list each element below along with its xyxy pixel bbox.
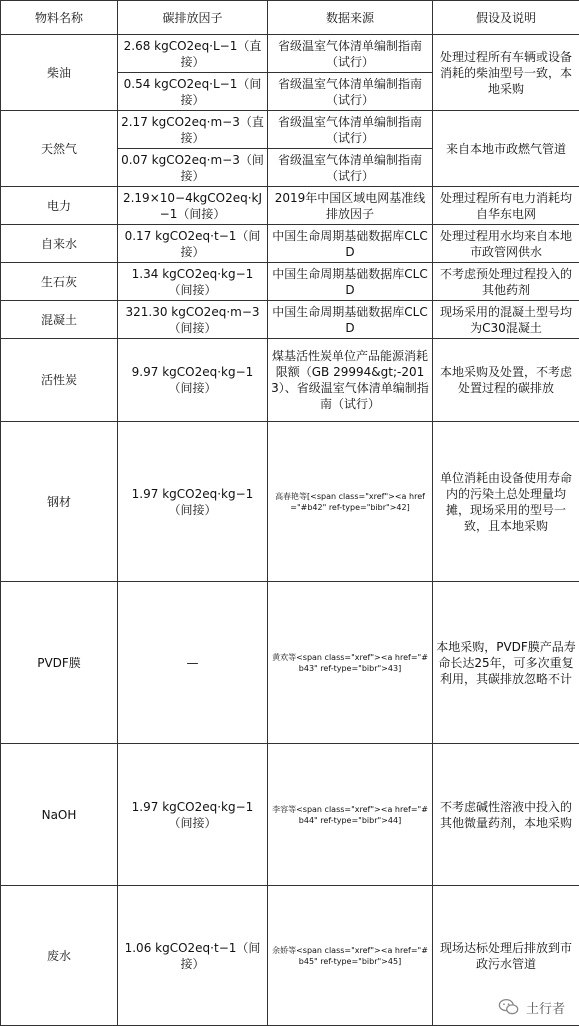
material-name: PVDF膜 bbox=[1, 582, 118, 744]
source-cell: 省级温室气体清单编制指南（试行） bbox=[268, 111, 433, 149]
note-cell: 不考虑预处理过程投入的其他药剂 bbox=[433, 263, 579, 301]
material-name: 生石灰 bbox=[1, 263, 118, 301]
note-cell: 本地采购及处置，不考虑处置过程的碳排放 bbox=[433, 339, 579, 422]
factor-cell: 9.97 kgCO2eq·kg−1（间接） bbox=[118, 339, 268, 422]
factor-cell: 1.34 kgCO2eq·kg−1（间接） bbox=[118, 263, 268, 301]
factor-cell: 2.19×10−4kgCO2eq·kJ−1（间接） bbox=[118, 187, 268, 225]
factor-cell: 1.97 kgCO2eq·kg−1（间接） bbox=[118, 422, 268, 582]
material-name: 钢材 bbox=[1, 422, 118, 582]
source-cell: 余娇等<span class="xref"><a href="#b45" ref-type="bibr">45] bbox=[268, 886, 433, 1026]
note-cell: 本地采购，PVDF膜产品寿命长达25年，可多次重复利用，其碳排放忽略不计 bbox=[433, 582, 579, 744]
table-row bbox=[1, 744, 579, 886]
note-cell: 处理过程所有车辆或设备消耗的柴油型号一致，本地采购 bbox=[433, 35, 579, 111]
factor-cell: 0.17 kgCO2eq·t−1（间接） bbox=[118, 225, 268, 263]
factor-cell: 2.17 kgCO2eq·m−3（直接） bbox=[118, 111, 268, 149]
factor-cell: 0.07 kgCO2eq·m−3（间接） bbox=[118, 149, 268, 187]
factor-cell: 1.06 kgCO2eq·t−1（间接） bbox=[118, 886, 268, 1026]
source-cell: 省级温室气体清单编制指南（试行） bbox=[268, 35, 433, 73]
header-source: 数据来源 bbox=[268, 1, 433, 35]
wechat-icon bbox=[498, 996, 520, 1018]
material-name: 自来水 bbox=[1, 225, 118, 263]
factor-cell: 0.54 kgCO2eq·L−1（间接） bbox=[118, 73, 268, 111]
source-cell: 省级温室气体清单编制指南（试行） bbox=[268, 149, 433, 187]
table-row bbox=[1, 111, 579, 149]
note-cell: 现场采用的混凝土型号均为C30混凝土 bbox=[433, 301, 579, 339]
source-cell: 中国生命周期基础数据库CLCD bbox=[268, 263, 433, 301]
source-cell: 2019年中国区域电网基准线排放因子 bbox=[268, 187, 433, 225]
table-row bbox=[1, 301, 579, 339]
note-cell: 来自本地市政燃气管道 bbox=[433, 111, 579, 187]
material-name: 活性炭 bbox=[1, 339, 118, 422]
header-row bbox=[1, 1, 579, 35]
factor-cell: 1.97 kgCO2eq·kg−1（间接） bbox=[118, 744, 268, 886]
source-cell: 中国生命周期基础数据库CLCD bbox=[268, 225, 433, 263]
source-cell: 省级温室气体清单编制指南（试行） bbox=[268, 73, 433, 111]
note-cell: 处理过程所有电力消耗均自华东电网 bbox=[433, 187, 579, 225]
table-row bbox=[1, 225, 579, 263]
watermark bbox=[498, 996, 565, 1018]
table-row bbox=[1, 582, 579, 744]
factor-cell: — bbox=[118, 582, 268, 744]
source-cell: 煤基活性炭单位产品能源消耗限额（GB 29994&gt;-2013）、省级温室气体清单编制指南（试行） bbox=[268, 339, 433, 422]
table-row bbox=[1, 422, 579, 582]
table-row bbox=[1, 187, 579, 225]
material-name: 柴油 bbox=[1, 35, 118, 111]
material-name: 电力 bbox=[1, 187, 118, 225]
table-row bbox=[1, 886, 579, 1026]
material-name: 天然气 bbox=[1, 111, 118, 187]
factor-cell: 321.30 kgCO2eq·m−3（间接） bbox=[118, 301, 268, 339]
factor-cell: 2.68 kgCO2eq·L−1（直接） bbox=[118, 35, 268, 73]
material-name: NaOH bbox=[1, 744, 118, 886]
header-material: 物料名称 bbox=[1, 1, 118, 35]
note-cell: 单位消耗由设备使用寿命内的污染土总处理量均摊，现场采用的型号一致，且本地采购 bbox=[433, 422, 579, 582]
source-cell: 中国生命周期基础数据库CLCD bbox=[268, 301, 433, 339]
table-row bbox=[1, 339, 579, 422]
header-note: 假设及说明 bbox=[433, 1, 579, 35]
note-cell: 不考虑碱性溶液中投入的其他微量药剂，本地采购 bbox=[433, 744, 579, 886]
table-row bbox=[1, 263, 579, 301]
material-name: 混凝土 bbox=[1, 301, 118, 339]
table-row bbox=[1, 35, 579, 73]
source-cell: 李容等<span class="xref"><a href="#b44" ref-type="bibr">44] bbox=[268, 744, 433, 886]
source-cell: 黄欢等<span class="xref"><a href="#b43" ref-type="bibr">43] bbox=[268, 582, 433, 744]
watermark-text: 土行者 bbox=[525, 1001, 565, 1017]
header-factor: 碳排放因子 bbox=[118, 1, 268, 35]
note-cell: 现场达标处理后排放到市政污水管道 bbox=[433, 886, 579, 1026]
material-name: 废水 bbox=[1, 886, 118, 1026]
note-cell: 处理过程用水均来自本地市政管网供水 bbox=[433, 225, 579, 263]
source-cell: 高春艳等[<span class="xref"><a href="#b42" ref-type="bibr">42] bbox=[268, 422, 433, 582]
